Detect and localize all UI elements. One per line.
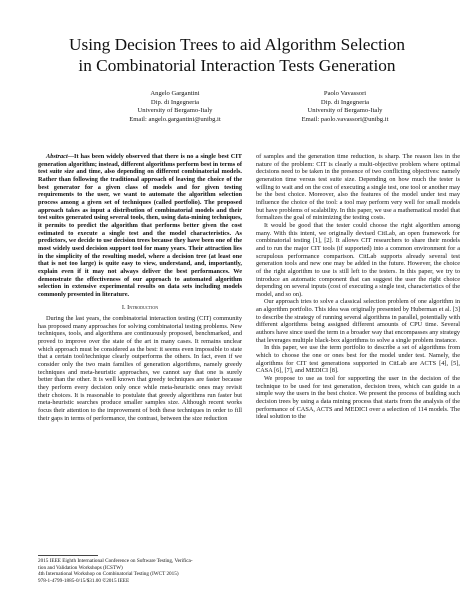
title-line-1: Using Decision Trees to aid Algorithm Selection (68, 35, 405, 54)
abstract (38, 153, 242, 298)
intro-paragraph-1: During the last years, the combinatorial interaction testing (CIT) community has proposed many approaches for solving combinatorial testing problems. New techniques, tools, and algorithms are continuously proposed, benchmarked, and proved to improve over the state of the art in many cases. It remains unclear which approach must be considered as the best: it seems even impossible to state that a certain tool/technique clearly outperforms the others. In fact, even if we consider only the two main families of generation algorithms, namely greedy techniques and meta-heuristic approaches, we cannot say that one is surely better than the other. It is well known that greedy techniques are faster because they perform every decision only once while meta-heuristic ones may revisit their choices. It is reasonable to postulate that greedy algorithms run faster but meta-heuristic searches produce smaller samples size. Although recent works focus their attention to the improvement of both these techniques in order to fill their gaps in terms of performance, the contrast, between the size reduction (38, 315, 242, 422)
footnote-line-2: tion and Validation Workshops (ICSTW) (38, 564, 123, 571)
copyright-footnote (38, 555, 242, 584)
right-paragraph-1: of samples and the generation time reduction, is sharp. The reason lies in the nature of the problem: CIT is clearly a multi-objective problem where optimal decisions need to be taken in the presence of two conflicting objectives: namely generation time versus test suite size. Depending on how much the tester is willing to wait and on the cost of executing a single test, one tool or another may be the best choice. Moreover, also the features of the model under test may influence the choice of the tool: a tool may perform very well for small models but have problems of scalability. In this paper, we use a mathematical model that formalizes the goal of minimizing the testing costs. (256, 153, 460, 222)
author-email[interactable]: Email: angelo.gargantini@unibg.it (129, 115, 221, 123)
footnote-line-3: 4th International Workshop on Combinatorial Testing (IWCT 2015) (38, 571, 179, 577)
abstract-text: —It has been widely observed that there is no a single best CIT generation algorithm; instead, different algorithms perform best in terms of test suite size and time, also depending on different combinatorial models. Rather than following the traditional approach of leaving the choice of the best generator for a given class of models and for given testing requirements to the user, we want to automate the algorithm selection process among a given set of techniques (called portfolio). The proposed approach takes as input a distribution of combinatorial models and their test suites generated using several tools, then, using data-mining techniques, it permits to predict the algorithm that performs better given the cost estimated to execute a single test and the model characteristics. As predictors, we decide to use decision trees because they have been one of the most widely used decision support tool for many years. Their attraction lies in the simplicity of the resulting model, where a decision tree (at least one that is not too large) is quite easy to view, understand, and, importantly, explain even if it may not always deliver the best performances. We demonstrate the effectiveness of our approach to automated algorithm selection in extensive experimental results on data sets including models commonly presented in literature. (38, 153, 242, 298)
right-paragraph-4: In this paper, we use the term portfolio to describe a set of algorithms from which to choose the one or ones best for the model under test. Namely, the algorithms for CIT test generations supported in CitLab are ACTS [4], [5], CASA [6], [7], and MEDICI [8]. (256, 344, 460, 375)
right-paragraph-5: We propose to use as tool for supporting the user in the decision of the technique to be used for test generation, decision trees, which can guide in a simple way the users in the best choice. We present the process of building such decision trees by using a data mining process that starts from the analysis of the performance of CASA, ACTS and MEDICI over a selection of 114 models. The ideal solution to the (256, 375, 460, 421)
author-univ: University of Bergamo-Italy (137, 107, 213, 115)
title-line-2: in Combinatorial Interaction Tests Generation (78, 56, 396, 75)
left-column (38, 153, 242, 422)
right-column (256, 153, 460, 421)
author-block-2 (270, 90, 420, 124)
author-univ: University of Bergamo-Italy (307, 107, 383, 115)
author-dept: Dip. di Ingegneria (320, 98, 370, 106)
right-paragraph-3: Our approach tries to solve a classical selection problem of one algorithm in an algorithm portfolio. This idea was originally presented by Huberman et al. [3] to describe the strategy of running several algorithms in parallel, potentially with different algorithms being assigned different amounts of CPU time. Several authors have since used the term in a broader way that encompasses any strategy that leverages multiple black-box algorithms to solve a single problem instance. (256, 298, 460, 344)
author-email[interactable]: Email: paolo.vavassori@unibg.it (301, 115, 389, 123)
author-block-1 (100, 90, 250, 124)
section-heading-introduction: I. Introduction (121, 304, 159, 312)
author-dept: Dip. di Ingegneria (150, 98, 200, 106)
author-name: Angelo Gargantini (150, 90, 200, 97)
footnote-rule (38, 555, 98, 556)
paper-title (0, 34, 474, 76)
footnote-line-4: 978-1-4799-1885-0/15/$31.00 ©2015 IEEE (38, 577, 130, 584)
author-name: Paolo Vavassori (323, 90, 367, 97)
abstract-lead: Abstract (46, 153, 68, 160)
right-paragraph-2: It would be good that the tester could choose the right algorithm among many. With this intent, we originally devised CitLab, an open framework for combinatorial testing [1], [2]. It allows CIT researchers to share their models and to run the major CIT tools (if supported) into a common environment for a scrupulous performance comparison. CitLab supports already several test generation tools and new one may be added in the future. However, the choice of the right algorithm to use is still left to the testers. In this paper, we try to introduce an automatic component that can suggest the user the right choice depending on several inputs (cost of executing a single test, characteristics of the model, and so on). (256, 221, 460, 298)
footnote-line-1: 2015 IEEE Eighth International Conference on Software Testing, Verifica- (38, 558, 193, 564)
